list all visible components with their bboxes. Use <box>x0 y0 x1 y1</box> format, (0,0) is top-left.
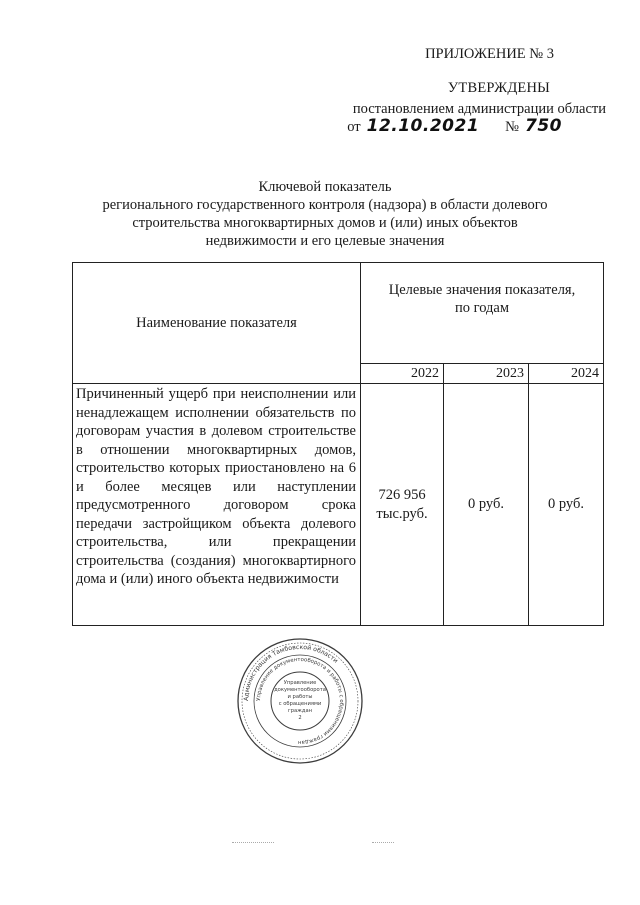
svg-text:Управление: Управление <box>283 680 317 686</box>
value-2022 <box>361 384 444 626</box>
seal-ring-outer-text: Администрация Тамбовской области <box>242 643 340 702</box>
footer-mark-right <box>372 842 394 844</box>
title-line-3: строительства многоквартирных домов и (или) иных объектов <box>132 215 518 231</box>
year-2023-header: 2023 <box>444 364 529 384</box>
appendix-label: ПРИЛОЖЕНИЕ № 3 <box>425 46 554 62</box>
title-line-1: Ключевой показатель <box>258 179 392 195</box>
approved-label: УТВЕРЖДЕНЫ <box>447 80 550 96</box>
seal-graphic <box>235 636 365 766</box>
value-2022-text: 726 956 тыс.руб. <box>376 486 428 522</box>
col-target-header-text: Целевые значения показателя, по годам <box>388 282 576 316</box>
svg-text:с обращениями: с обращениями <box>278 701 322 707</box>
footer-mark-left <box>232 842 274 844</box>
col-target-header <box>361 263 604 364</box>
svg-text:и работы: и работы <box>287 694 313 700</box>
table-row <box>73 384 604 626</box>
value-2024: 0 руб. <box>529 384 604 626</box>
svg-text:граждан: граждан <box>287 708 313 714</box>
official-seal <box>235 636 365 771</box>
seal-ring-inner-text: Управление документооборота и работы с обращениями граждан <box>255 656 345 746</box>
year-2024-header: 2024 <box>529 364 604 384</box>
year-2022-header: 2022 <box>361 364 444 384</box>
date-prefix: от <box>347 119 361 135</box>
decree-line: постановлением администрации области <box>352 101 606 117</box>
decree-number: 750 <box>525 116 562 136</box>
document-title <box>70 178 580 250</box>
decree-date: 12.10.2021 <box>366 116 480 136</box>
title-line-2: регионального государственного контроля (надзора) в области долевого <box>102 197 548 213</box>
svg-text:2: 2 <box>298 715 302 721</box>
date-number-line <box>347 116 562 136</box>
indicator-name: Причиненный ущерб при неисполнении или ненадлежащем исполнении обязательств по договорам участия в долевом строительстве в отношении многоквартирных домов, строительство которых приостановлено на 6 и более месяцев или наступлении предусмотренного договором срока передачи застройщиком объекта долевого строительства, или прекращении строительства (создания) многоквартирного дома и (или) иного объекта недвижимости <box>73 384 361 626</box>
number-prefix: № <box>505 119 519 135</box>
col-name-header: Наименование показателя <box>73 263 361 384</box>
value-2023: 0 руб. <box>444 384 529 626</box>
svg-text:документооборота: документооборота <box>274 687 326 693</box>
title-line-4: недвижимости и его целевые значения <box>205 233 445 249</box>
indicator-table <box>72 262 604 626</box>
seal-center-text <box>274 680 326 721</box>
